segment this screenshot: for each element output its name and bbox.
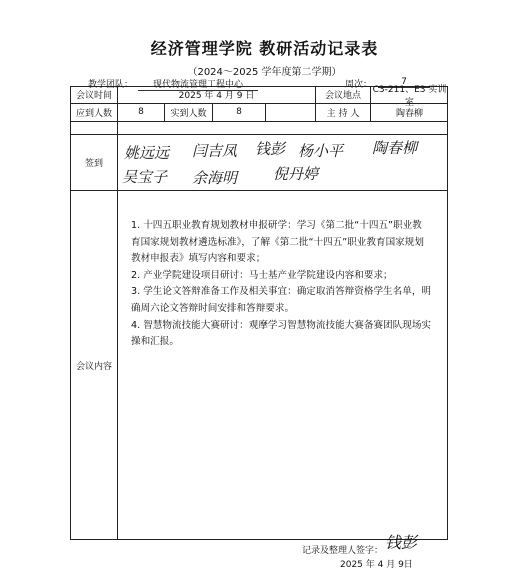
content-item-2: 2. 产业学院建设项目研讨：马士基产业学院建设内容和要求； (131, 269, 393, 281)
team-label: 教学团队： (88, 80, 134, 90)
signature-6: 吴宝子 (122, 168, 168, 186)
week-label: 周次： (345, 80, 373, 90)
content-item-3: 3. 学生论文答辩准备工作及相关事宜：确定取消答辩资格学生名单，明确周六论文答辩时间安排和答辩要求。 (131, 286, 432, 314)
semester-subtitle: （2024～2025 学年度第二学期） (187, 67, 342, 78)
host-value: 陶春柳 (395, 108, 423, 119)
record-date: 2025 年 4 月 9日 (340, 560, 413, 570)
column-divider (117, 86, 118, 540)
expected-count-label: 应到人数 (75, 108, 112, 119)
signin-label: 签到 (84, 158, 103, 169)
meeting-content (131, 218, 431, 351)
actual-count-value: 8 (236, 107, 242, 117)
signature-2: 闫吉凤 (192, 142, 238, 160)
content-item-1: 1. 十四五职业教育规划教材申报研学：学习《第二批“十四五”职业教育国家规划教材遴选标准》，了解《第二批“十四五”职业教育国家规划教材申报表》填写内容和要求； (131, 220, 424, 265)
row-divider (70, 134, 448, 135)
meeting-time-value: 2025 年 4 月 9 日 (178, 91, 255, 101)
content-item-4: 4. 智慧物流技能大赛研讨：观摩学习智慧物流技能大赛备赛团队现场实操和汇报。 (131, 319, 432, 348)
column-divider (265, 103, 266, 121)
signature-8: 倪丹婷 (273, 165, 319, 183)
content-label: 会议内容 (75, 361, 112, 372)
signature-3: 钱彭 (255, 140, 286, 158)
signature-7: 余海明 (192, 169, 238, 187)
week-value: 7 (378, 77, 430, 88)
row-divider (70, 190, 448, 191)
meeting-place-label: 会议地点 (324, 91, 361, 101)
row-divider (70, 121, 448, 122)
signature-4: 杨小平 (298, 142, 344, 160)
page-title: 经济管理学院 教研活动记录表 (150, 39, 379, 58)
signature-1: 姚远远 (124, 144, 170, 162)
meeting-place-value: C3-211、E3 实训室 (372, 84, 447, 108)
host-label: 主 持 人 (326, 108, 360, 119)
team-value: 现代物流管理工程中心 (138, 77, 258, 91)
actual-count-label: 实到人数 (170, 108, 207, 119)
recorder-label: 记录及整理人签字： (302, 546, 384, 556)
meeting-time-label: 会议时间 (75, 91, 112, 101)
signature-5: 陶春柳 (372, 139, 418, 157)
recorder-signature: 钱彭 (385, 533, 418, 552)
expected-count-value: 8 (138, 107, 144, 117)
